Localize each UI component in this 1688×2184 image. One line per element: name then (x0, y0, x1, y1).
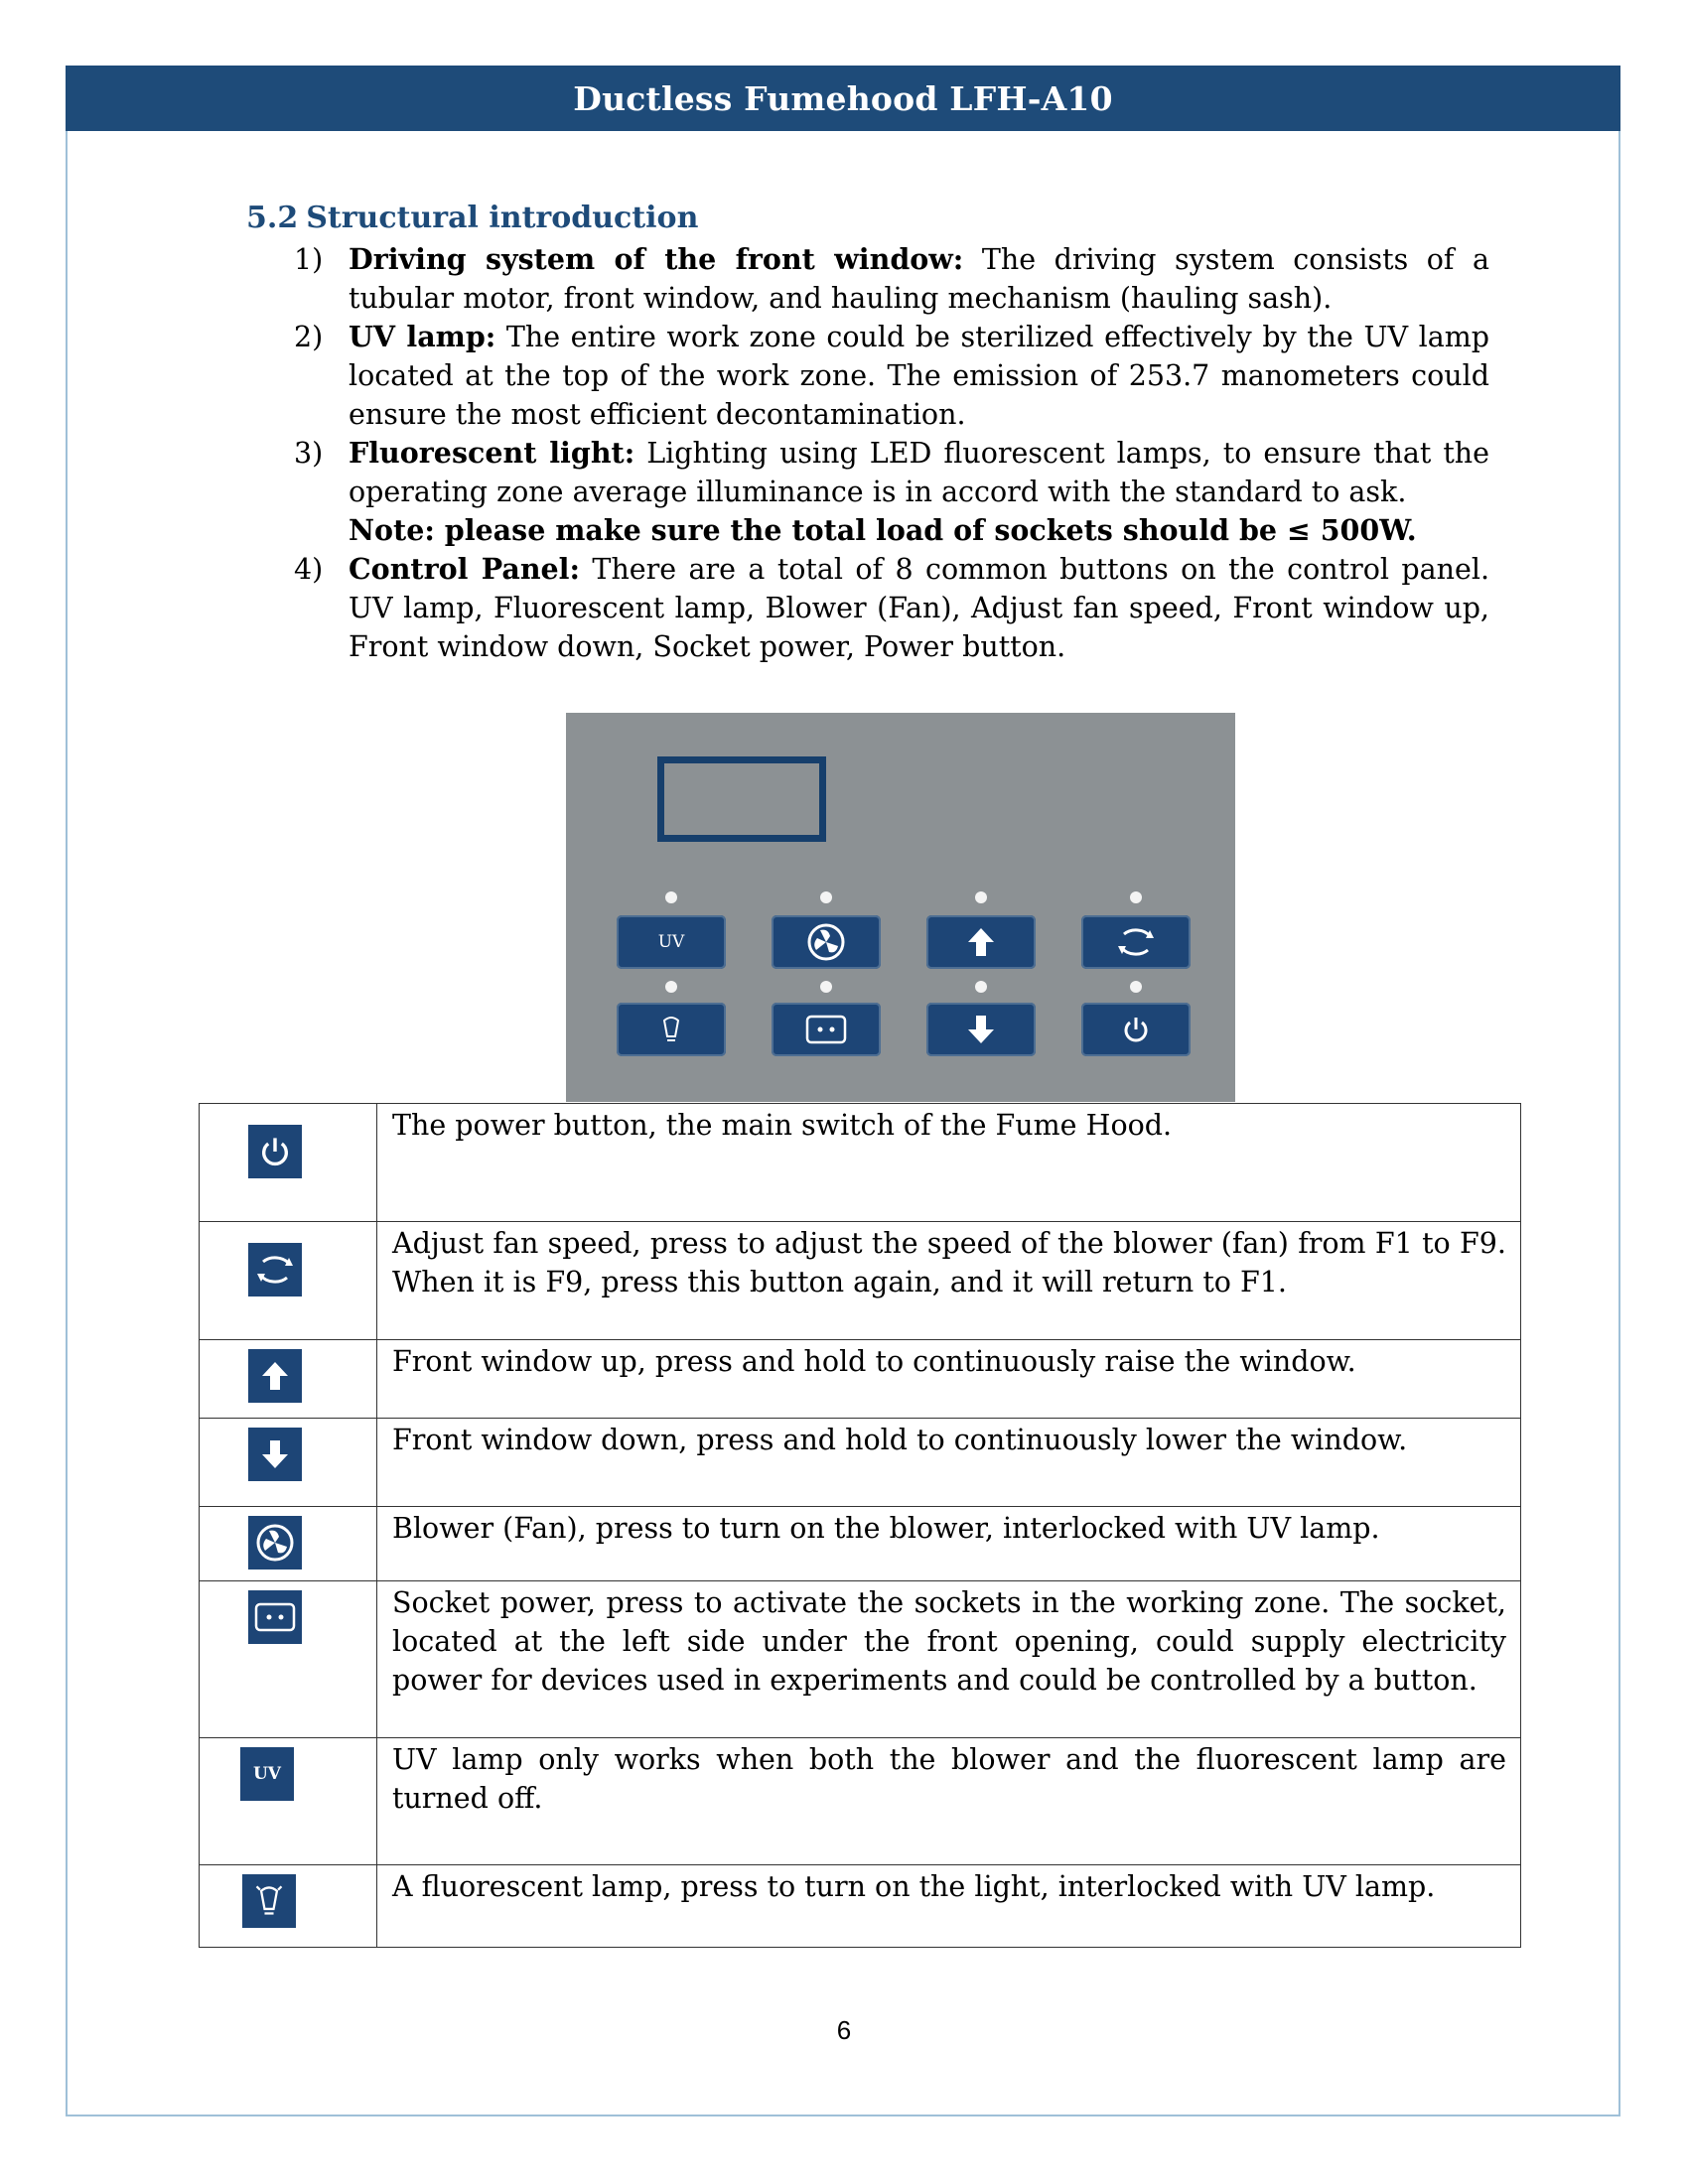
table-cell-description: Socket power, press to activate the sockets in the working zone. The socket, located at the left side under the front opening, could supply electricity power for devices used in experiments and could be controlled by a button. (377, 1581, 1521, 1738)
power-icon (248, 1125, 302, 1178)
item-text: Lighting using LED fluorescent lamps, to ensure that the operating zone average illuminance is in accord with the standard to ask. (349, 437, 1490, 508)
item-lead: Control Panel: (349, 552, 581, 586)
section-number: 5.2 (246, 201, 299, 235)
table-row (200, 1104, 1521, 1222)
arrow-down-icon (967, 1014, 995, 1045)
socket-icon (248, 1590, 302, 1644)
table-cell-description: A fluorescent lamp, press to turn on the light, interlocked with UV lamp. (377, 1865, 1521, 1948)
list-item (294, 318, 1489, 434)
indicator-led (975, 891, 987, 903)
table-row (200, 1507, 1521, 1581)
list-marker: 4) (294, 553, 324, 586)
indicator-led (665, 981, 677, 993)
item-text: There are a total of 8 common buttons on the control panel. UV lamp, Fluorescent lamp, Blower (Fan), Adjust fan speed, Front window up, Front window down, Socket power, Power button. (349, 553, 1490, 663)
cycle-icon (1114, 924, 1158, 960)
panel-power-button (1081, 1003, 1191, 1056)
panel-fan-speed-button (1081, 915, 1191, 969)
list-item (294, 240, 1489, 318)
load-note: Note: please make sure the total load of sockets should be ≤ 500W. (349, 513, 1417, 547)
table-row (200, 1419, 1521, 1507)
indicator-led (1130, 981, 1142, 993)
header-bar (66, 66, 1620, 131)
table-row (200, 1738, 1521, 1865)
table-cell-description: UV lamp only works when both the blower and the fluorescent lamp are turned off. (377, 1738, 1521, 1865)
table-cell-description: Front window down, press and hold to continuously lower the window. (377, 1419, 1521, 1507)
table-cell-description: Front window up, press and hold to continuously raise the window. (377, 1340, 1521, 1419)
control-panel-image (566, 713, 1235, 1102)
list-marker: 1) (294, 243, 324, 276)
table-cell-description: The power button, the main switch of the Fume Hood. (377, 1104, 1521, 1222)
indicator-led (820, 981, 832, 993)
table-row (200, 1865, 1521, 1948)
power-icon (1121, 1015, 1151, 1044)
item-text: The entire work zone could be sterilized effectively by the UV lamp located at the top of the work zone. The emission of 253.7 manometers could ensure the most efficient decontamination. (349, 321, 1489, 431)
section-title: Structural introduction (306, 201, 699, 235)
item-lead: Driving system of the front window: (349, 242, 964, 276)
section-heading (246, 201, 698, 235)
table-cell-description: Adjust fan speed, press to adjust the speed of the blower (fan) from F1 to F9. When it is F9, press this button again, and it will return to F1. (377, 1222, 1521, 1340)
table-cell-description: Blower (Fan), press to turn on the blower, interlocked with UV lamp. (377, 1507, 1521, 1581)
panel-window-down-button (926, 1003, 1036, 1056)
table-row (200, 1222, 1521, 1340)
panel-uv-button (617, 915, 726, 969)
indicator-led (665, 891, 677, 903)
list-marker: 3) (294, 437, 324, 470)
uv-icon: UV (657, 932, 685, 952)
fan-icon (806, 922, 846, 962)
indicator-led (820, 891, 832, 903)
fan-icon (248, 1516, 302, 1570)
item-lead: UV lamp: (349, 320, 496, 353)
arrow-up-icon (248, 1349, 302, 1403)
list-item (294, 434, 1489, 550)
list-item (294, 550, 1489, 666)
cycle-icon (248, 1243, 302, 1297)
uv-icon (240, 1747, 294, 1801)
panel-socket-button (772, 1003, 881, 1056)
table-row (200, 1581, 1521, 1738)
indicator-led (975, 981, 987, 993)
item-text: The driving system consists of a tubular motor, front window, and hauling mechanism (hauling sash). (349, 243, 1490, 315)
table-row (200, 1340, 1521, 1419)
uv-icon-label: UV (252, 1764, 281, 1784)
button-legend-table (199, 1103, 1521, 1948)
item-lead: Fluorescent light: (349, 436, 635, 470)
document-title: Ductless Fumehood LFH-A10 (573, 78, 1113, 118)
lamp-icon (656, 1013, 686, 1046)
feature-list (294, 240, 1489, 666)
list-marker: 2) (294, 321, 324, 353)
arrow-up-icon (967, 926, 995, 958)
panel-lamp-button (617, 1003, 726, 1056)
lamp-icon (242, 1874, 296, 1928)
arrow-down-icon (248, 1428, 302, 1481)
socket-icon (804, 1014, 848, 1045)
panel-fan-button (772, 915, 881, 969)
page-number: 6 (836, 2015, 852, 2045)
panel-display (657, 756, 826, 842)
panel-window-up-button (926, 915, 1036, 969)
indicator-led (1130, 891, 1142, 903)
